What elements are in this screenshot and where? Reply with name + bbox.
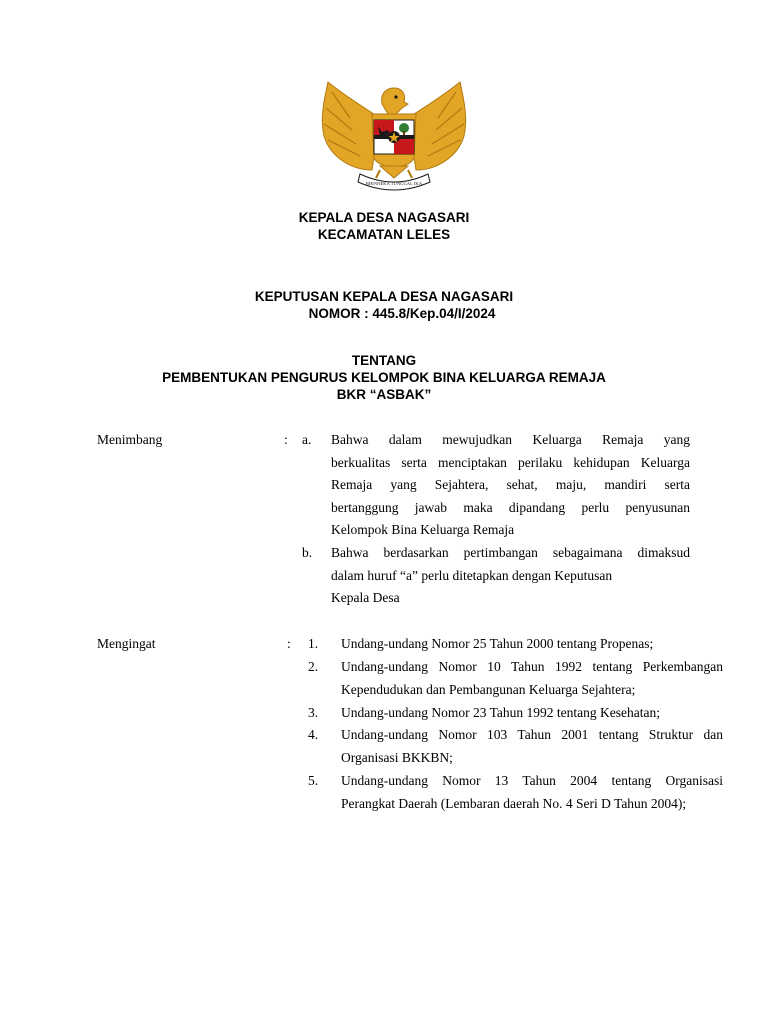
text-line: berkualitas serta menciptakan perilaku kehidupan Keluarga	[331, 454, 690, 470]
text-line: Undang-undang Nomor 25 Tahun 2000 tentang Propenas;	[341, 636, 654, 651]
text-line: Undang-undang Nomor 23 Tahun 1992 tentang Kesehatan;	[341, 705, 660, 720]
menimbang-item-a	[331, 429, 690, 542]
decree-heading	[0, 288, 768, 322]
text-line: Undang-undang Nomor 103 Tahun 2001 tentang Struktur dan	[341, 727, 723, 742]
text-line: Remaja yang Sejahtera, sehat, maju, mandiri serta	[331, 477, 690, 492]
text-line: Undang-undang Nomor 13 Tahun 2004 tentang Organisasi	[341, 773, 723, 788]
mengingat-item-5-marker: 5.	[308, 773, 319, 788]
menimbang-item-b	[331, 542, 690, 610]
text-line: Bahwa berdasarkan pertimbangan sebagaimana dimaksud	[331, 545, 690, 560]
text-line: dalam huruf “a” perlu ditetapkan dengan Keputusan	[331, 567, 613, 583]
menimbang-item-b-marker: b.	[302, 545, 313, 560]
decree-subject	[0, 352, 768, 403]
text-line: Kependudukan dan Pembangunan Keluarga Sejahtera;	[341, 681, 636, 697]
mengingat-label: Mengingat	[97, 636, 156, 651]
emblem-motto: BHINNEKA TUNGGAL IKA	[365, 181, 423, 186]
text-line: bertanggung jawab maka dipandang perlu penyusunan	[331, 499, 690, 515]
text-line: Kepala Desa	[331, 590, 400, 605]
mengingat-colon: :	[287, 636, 291, 651]
mengingat-item-2-marker: 2.	[308, 659, 319, 674]
menimbang-label: Menimbang	[97, 432, 163, 447]
mengingat-item-3-marker: 3.	[308, 705, 319, 720]
menimbang-item-a-marker: a.	[302, 432, 312, 447]
mengingat-item-4-marker: 4.	[308, 727, 319, 742]
about-label: TENTANG	[351, 353, 417, 368]
mengingat-item-3	[341, 702, 723, 725]
mengingat-item-1-marker: 1.	[308, 636, 319, 651]
text-line: Kelompok Bina Keluarga Remaja	[331, 522, 515, 537]
subject-line-1: PEMBENTUKAN PENGURUS KELOMPOK BINA KELUARGA REMAJA	[162, 370, 606, 385]
mengingat-item-1	[341, 633, 723, 656]
institution-name: KEPALA DESA NAGASARI	[298, 210, 470, 225]
subject-line-2: BKR “ASBAK”	[336, 387, 432, 402]
text-line: Bahwa dalam mewujudkan Keluarga Remaja yang	[331, 432, 690, 447]
text-line: Undang-undang Nomor 10 Tahun 1992 tentang Perkembangan	[341, 659, 723, 674]
mengingat-item-5	[341, 770, 723, 815]
menimbang-colon: :	[284, 432, 288, 447]
garuda-emblem-icon	[310, 78, 478, 198]
district-name: KECAMATAN LELES	[317, 227, 451, 242]
mengingat-item-4	[341, 724, 723, 769]
decree-title: KEPUTUSAN KEPALA DESA NAGASARI	[254, 289, 514, 304]
institution-header	[0, 209, 768, 243]
text-line: Organisasi BKKBN;	[341, 749, 453, 765]
decree-number: NOMOR : 445.8/Kep.04/I/2024	[308, 306, 496, 321]
mengingat-item-2	[341, 656, 723, 701]
text-line: Perangkat Daerah (Lembaran daerah No. 4 Seri D Tahun 2004);	[341, 795, 687, 811]
